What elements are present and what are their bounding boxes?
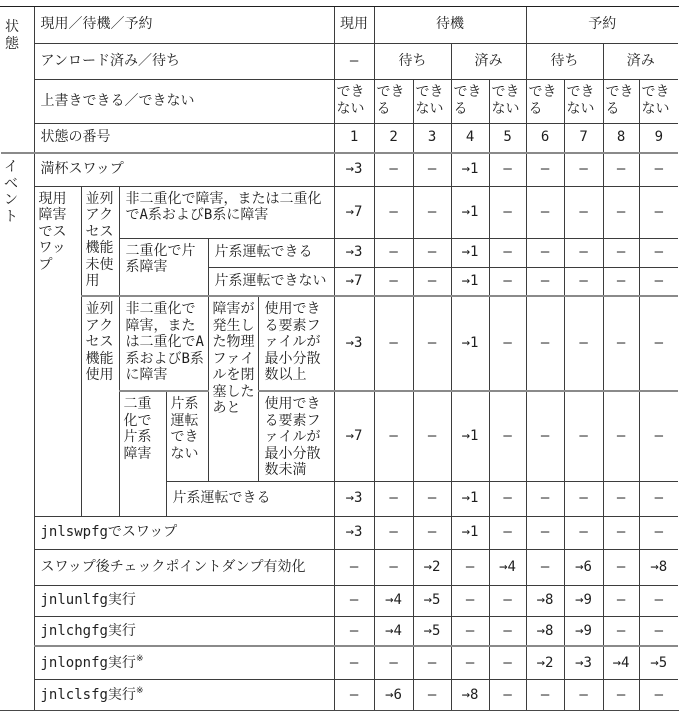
state-section-label: 状態: [1, 7, 34, 153]
transition-cell: —: [564, 296, 603, 391]
transition-cell: —: [603, 153, 639, 186]
transition-cell: —: [413, 679, 451, 710]
transition-cell: →4: [374, 585, 413, 616]
transition-cell: —: [603, 679, 639, 710]
transition-cell: —: [413, 391, 451, 481]
transition-cell: →1: [451, 186, 489, 238]
state-event-matrix-table: [1, 7, 678, 710]
transition-cell: →1: [451, 238, 489, 267]
transition-cell: —: [451, 646, 489, 679]
state-number: 8: [603, 123, 639, 153]
transition-cell: —: [639, 296, 678, 391]
transition-cell: —: [413, 267, 451, 296]
transition-cell: —: [374, 391, 413, 481]
transition-cell: —: [374, 267, 413, 296]
overwrite-header: できない: [489, 79, 526, 123]
event-label-text: jnlclsfg実行: [40, 686, 136, 703]
transition-cell: —: [413, 646, 451, 679]
overwrite-header: できない: [413, 79, 451, 123]
transition-cell: —: [489, 186, 526, 238]
transition-cell: —: [639, 267, 678, 296]
transition-cell: —: [603, 481, 639, 516]
transition-cell: —: [413, 481, 451, 516]
transition-cell: —: [564, 481, 603, 516]
transition-cell: →1: [451, 296, 489, 391]
transition-cell: —: [451, 585, 489, 616]
event-label: 二重化で片系障害: [119, 391, 166, 516]
transition-cell: —: [526, 186, 564, 238]
event-label: 片系運転できる: [166, 481, 334, 516]
column-header-taiki: 待機: [374, 7, 526, 43]
event-label: [34, 679, 334, 710]
state-number: 5: [489, 123, 526, 153]
transition-cell: →9: [564, 585, 603, 616]
transition-cell: →4: [603, 646, 639, 679]
transition-cell: —: [334, 549, 374, 585]
state-number: 3: [413, 123, 451, 153]
transition-cell: →8: [526, 616, 564, 646]
transition-cell: —: [639, 391, 678, 481]
event-label: 満杯スワップ: [34, 153, 334, 186]
transition-cell: →8: [451, 679, 489, 710]
event-label: 非二重化で障害，または二重化でA系およびB系に障害: [119, 186, 334, 238]
event-section-label: イベント: [1, 153, 34, 710]
transition-cell: —: [413, 238, 451, 267]
transition-cell: —: [334, 679, 374, 710]
unload-header: 済み: [603, 43, 678, 79]
transition-cell: —: [413, 516, 451, 549]
transition-cell: —: [639, 153, 678, 186]
transition-cell: —: [603, 549, 639, 585]
event-label: 使用できる要素ファイルが最小分散数以上: [258, 296, 334, 391]
column-header-yoyaku: 予約: [526, 7, 678, 43]
overwrite-header: できない: [564, 79, 603, 123]
state-row-label: 上書きできる／できない: [34, 79, 334, 123]
transition-cell: —: [413, 296, 451, 391]
transition-cell: —: [374, 481, 413, 516]
transition-cell: —: [489, 481, 526, 516]
overwrite-header: できる: [603, 79, 639, 123]
state-number: 1: [334, 123, 374, 153]
transition-cell: —: [489, 153, 526, 186]
transition-cell: →2: [526, 646, 564, 679]
state-number: 2: [374, 123, 413, 153]
transition-cell: —: [374, 153, 413, 186]
transition-cell: →1: [451, 481, 489, 516]
transition-cell: —: [374, 296, 413, 391]
event-label: 片系運転できる: [208, 238, 334, 267]
transition-cell: —: [603, 296, 639, 391]
transition-cell: —: [564, 153, 603, 186]
transition-cell: →7: [334, 391, 374, 481]
transition-cell: →9: [564, 616, 603, 646]
transition-cell: →8: [526, 585, 564, 616]
event-label: jnlunlfg実行: [34, 585, 334, 616]
transition-cell: —: [526, 238, 564, 267]
transition-cell: →3: [334, 516, 374, 549]
transition-cell: —: [489, 646, 526, 679]
transition-cell: →6: [564, 549, 603, 585]
transition-cell: —: [489, 516, 526, 549]
state-row-label: 現用／待機／予約: [34, 7, 334, 43]
state-number: 9: [639, 123, 678, 153]
event-label: 片系運転できない: [166, 391, 208, 481]
transition-cell: —: [526, 516, 564, 549]
transition-cell: —: [603, 391, 639, 481]
transition-cell: —: [334, 646, 374, 679]
event-label: 障害が発生した物理ファイルを閉塞したあと: [208, 296, 258, 481]
transition-cell: —: [489, 267, 526, 296]
transition-cell: —: [489, 296, 526, 391]
state-number: 6: [526, 123, 564, 153]
transition-cell: →4: [489, 549, 526, 585]
transition-cell: →1: [451, 516, 489, 549]
transition-cell: —: [564, 186, 603, 238]
transition-cell: —: [564, 516, 603, 549]
transition-cell: —: [526, 267, 564, 296]
transition-cell: —: [603, 616, 639, 646]
unload-header: 待ち: [374, 43, 451, 79]
event-label: 二重化で片系障害: [119, 238, 208, 296]
transition-cell: —: [526, 679, 564, 710]
transition-cell: —: [639, 616, 678, 646]
overwrite-header: できない: [639, 79, 678, 123]
transition-cell: —: [334, 616, 374, 646]
transition-cell: →3: [334, 481, 374, 516]
column-header-genyo: 現用: [334, 7, 374, 43]
transition-cell: →5: [413, 585, 451, 616]
transition-cell: →1: [451, 391, 489, 481]
unload-header: —: [334, 43, 374, 79]
transition-cell: →3: [334, 153, 374, 186]
overwrite-header: できる: [374, 79, 413, 123]
transition-cell: —: [564, 238, 603, 267]
transition-cell: —: [603, 516, 639, 549]
transition-cell: —: [639, 186, 678, 238]
transition-cell: —: [639, 238, 678, 267]
overwrite-header: できる: [451, 79, 489, 123]
transition-cell: —: [413, 153, 451, 186]
event-label: 使用できる要素ファイルが最小分散数未満: [258, 391, 334, 481]
transition-cell: —: [489, 616, 526, 646]
overwrite-header: できる: [526, 79, 564, 123]
transition-cell: —: [603, 585, 639, 616]
unload-header: 済み: [451, 43, 526, 79]
transition-cell: —: [374, 516, 413, 549]
table-frame: [0, 6, 679, 711]
transition-cell: —: [451, 549, 489, 585]
state-row-label: アンロード済み／待ち: [34, 43, 334, 79]
transition-cell: →2: [413, 549, 451, 585]
transition-cell: —: [526, 391, 564, 481]
transition-cell: →6: [374, 679, 413, 710]
transition-cell: —: [374, 238, 413, 267]
transition-cell: —: [413, 186, 451, 238]
transition-cell: —: [639, 679, 678, 710]
event-label: 片系運転できない: [208, 267, 334, 296]
transition-cell: —: [603, 186, 639, 238]
transition-cell: →1: [451, 153, 489, 186]
transition-cell: →8: [639, 549, 678, 585]
transition-cell: →3: [334, 238, 374, 267]
transition-cell: →1: [451, 267, 489, 296]
state-row-label: 状態の番号: [34, 123, 334, 153]
transition-cell: —: [526, 549, 564, 585]
transition-cell: —: [564, 267, 603, 296]
event-label: 並列アクセス機能未使用: [81, 186, 119, 296]
transition-cell: —: [603, 238, 639, 267]
transition-cell: —: [374, 186, 413, 238]
transition-cell: →5: [639, 646, 678, 679]
event-label: 並列アクセス機能使用: [81, 296, 119, 516]
state-number: 7: [564, 123, 603, 153]
transition-cell: →4: [374, 616, 413, 646]
note-mark: ※: [135, 653, 144, 664]
transition-cell: →7: [334, 267, 374, 296]
transition-cell: —: [489, 238, 526, 267]
transition-cell: —: [639, 585, 678, 616]
note-mark: ※: [135, 685, 144, 696]
transition-cell: —: [489, 679, 526, 710]
transition-cell: —: [639, 516, 678, 549]
transition-cell: →5: [413, 616, 451, 646]
event-label: [34, 646, 334, 679]
transition-cell: —: [334, 585, 374, 616]
transition-cell: —: [564, 679, 603, 710]
transition-cell: —: [603, 267, 639, 296]
event-label: スワップ後チェックポイントダンプ有効化: [34, 549, 334, 585]
transition-cell: —: [639, 481, 678, 516]
event-label: 非二重化で障害，または二重化でA系およびB系に障害: [119, 296, 208, 391]
transition-cell: —: [374, 646, 413, 679]
transition-cell: →3: [564, 646, 603, 679]
event-label: 現用障害でスワップ: [34, 186, 81, 516]
transition-cell: —: [374, 549, 413, 585]
transition-cell: —: [526, 481, 564, 516]
unload-header: 待ち: [526, 43, 603, 79]
overwrite-header: できない: [334, 79, 374, 123]
event-label-text: jnlopnfg実行: [40, 654, 136, 671]
transition-cell: —: [526, 153, 564, 186]
transition-cell: —: [489, 585, 526, 616]
state-number: 4: [451, 123, 489, 153]
event-label: jnlchgfg実行: [34, 616, 334, 646]
transition-cell: —: [526, 296, 564, 391]
transition-cell: —: [489, 391, 526, 481]
transition-cell: —: [564, 391, 603, 481]
transition-cell: →3: [334, 296, 374, 391]
transition-cell: —: [451, 616, 489, 646]
event-label: jnlswpfgでスワップ: [34, 516, 334, 549]
transition-cell: →7: [334, 186, 374, 238]
